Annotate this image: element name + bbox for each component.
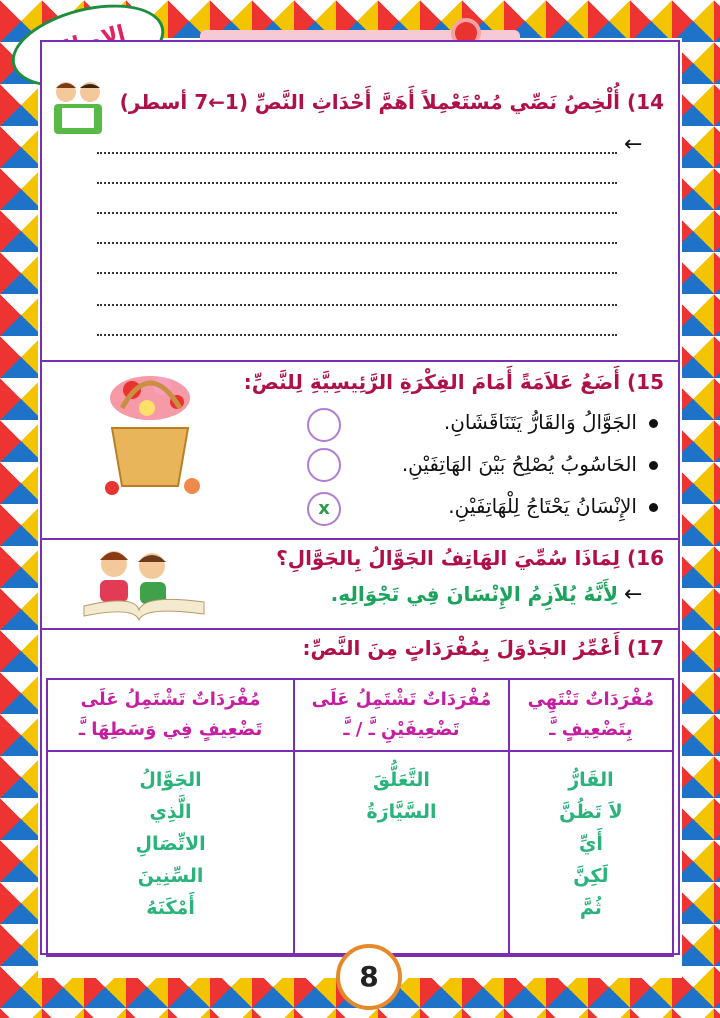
option-text: الإِنْسَانُ يَحْتَاجُ لِلْهَاتِفَيْنِ. bbox=[448, 494, 637, 518]
word-item: السِّنِينَ bbox=[137, 865, 204, 887]
option-checkbox[interactable]: x bbox=[307, 492, 341, 526]
answer-line[interactable] bbox=[97, 242, 617, 244]
vocab-table-wrap bbox=[42, 678, 678, 950]
table-cell[interactable] bbox=[294, 751, 509, 956]
answer-text: لِأَنَّهُ يُلاَزِمُ الإِنْسَانَ فِي تَجْوَالِهِ. bbox=[330, 582, 618, 606]
children-book-icon bbox=[64, 544, 214, 624]
word-item: لاَ تَظُنَّ bbox=[559, 801, 623, 823]
word-item: أَيِّ bbox=[578, 833, 603, 855]
word-item: أَمْكَنَهُ bbox=[146, 897, 195, 919]
question-text: أُلْخِصُ نَصِّي مُسْتَعْمِلاً أَهَمَّ أَحْدَاثِ النَّصِّ (1←7 أسطر) bbox=[119, 90, 621, 114]
word-item: ثُمَّ bbox=[579, 897, 602, 919]
word-item: الاتِّصَالِ bbox=[135, 833, 206, 855]
table-cell[interactable] bbox=[509, 751, 673, 956]
answer-line[interactable] bbox=[97, 272, 617, 274]
word-item: الجَوَّالُ bbox=[139, 769, 202, 791]
column-header: مُفْرَدَاتٌ تَشْتَمِلُ عَلَى تَضْعِيفَيْنِ ـَّ / ـَّ bbox=[294, 679, 509, 751]
question-14-title bbox=[120, 90, 664, 114]
answer-line[interactable] bbox=[97, 334, 617, 336]
question-text: لِمَاذَا سُمِّيَ الهَاتِفُ الجَوَّالُ بِالجَوَّالِ؟ bbox=[276, 546, 621, 570]
word-item: القَارُّ bbox=[568, 769, 614, 791]
flower-basket-icon bbox=[92, 368, 212, 508]
question-14-section bbox=[42, 42, 678, 362]
word-item: لَكِنَّ bbox=[573, 865, 609, 887]
question-number: 17) bbox=[627, 636, 664, 660]
option-row bbox=[444, 410, 658, 434]
question-number: 16) bbox=[627, 546, 664, 570]
question-16-section bbox=[42, 538, 678, 630]
bullet-icon bbox=[649, 419, 658, 428]
worksheet bbox=[40, 40, 680, 955]
bullet-icon bbox=[649, 461, 658, 470]
question-number: 15) bbox=[627, 370, 664, 394]
question-17-section bbox=[42, 628, 678, 953]
bullet-icon bbox=[649, 503, 658, 512]
question-15-title bbox=[244, 370, 664, 394]
table-row bbox=[47, 751, 673, 956]
page-number: 8 bbox=[336, 944, 402, 1010]
word-item: التَّعَلُّقَ bbox=[372, 769, 430, 791]
question-17-title bbox=[303, 636, 664, 660]
option-checkbox[interactable] bbox=[307, 408, 341, 442]
answer-line[interactable] bbox=[97, 182, 617, 184]
column-header: مُفْرَدَاتٌ تَشْتَمِلُ عَلَى تَضْعِيفٍ فِي وَسَطِهَا ـَّ bbox=[47, 679, 294, 751]
question-number: 14) bbox=[627, 90, 664, 114]
option-row bbox=[402, 452, 658, 476]
answer-line[interactable] bbox=[97, 152, 617, 154]
word-item: الَّذِي bbox=[149, 801, 192, 823]
column-header: مُفْرَدَاتٌ تَنْتَهِي بِتَضْعِيفٍ ـَّ bbox=[509, 679, 673, 751]
question-16-title bbox=[276, 546, 664, 570]
arrow-icon: ← bbox=[624, 582, 643, 607]
table-header-row bbox=[47, 679, 673, 751]
arrow-icon: ← bbox=[624, 132, 643, 157]
kids-reading-icon bbox=[42, 78, 112, 142]
option-checkbox[interactable] bbox=[307, 448, 341, 482]
answer-line[interactable] bbox=[97, 304, 617, 306]
question-text: أَعْمِّرُ الجَدْوَلَ بِمُفْرَدَاتٍ مِنَ النَّصِّ: bbox=[302, 636, 621, 660]
option-row bbox=[448, 494, 658, 518]
word-item: السَّيَّارَةُ bbox=[366, 801, 437, 823]
option-text: الحَاسُوبُ يُصْلِحُ بَيْنَ الهَاتِفَيْنِ. bbox=[401, 452, 637, 476]
question-15-section bbox=[42, 360, 678, 540]
answer-line[interactable] bbox=[97, 212, 617, 214]
table-cell[interactable] bbox=[47, 751, 294, 956]
vocab-table bbox=[46, 678, 674, 957]
question-text: أَضَعُ عَلاَمَةً أَمَامَ الفِكْرَةِ الرَّئِيسِيَّةِ لِلنَّصِّ: bbox=[243, 370, 621, 394]
option-text: الجَوَّالُ وَالقَارُّ يَتَنَاقَشَانِ. bbox=[443, 410, 637, 434]
